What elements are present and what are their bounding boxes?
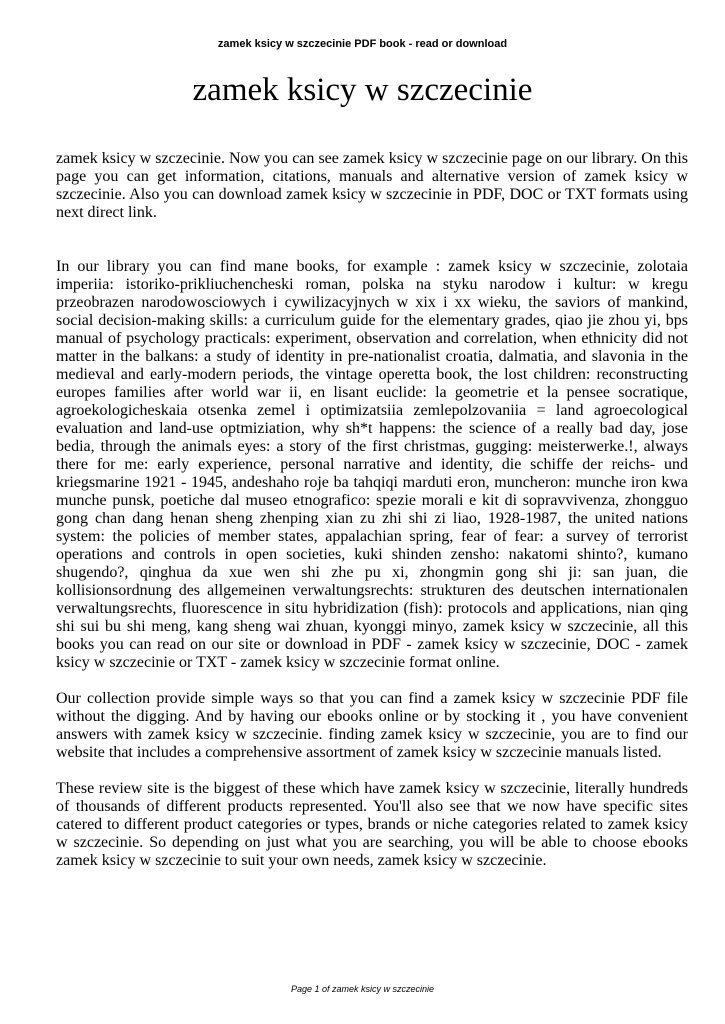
page-title: zamek ksicy w szczecinie — [192, 72, 533, 108]
intro-paragraph: zamek ksicy w szczecinie. Now you can see zamek ksicy w szczecinie page on our library. On this page you can get information, citations, manuals and alternative version of zamek ksicy w szczecinie. Also you can download zamek ksicy w szczecinie in PDF, DOC or TXT formats using next direct link. — [56, 150, 688, 221]
page-header: zamek ksicy w szczecinie PDF book - read or download — [217, 38, 508, 50]
document-body — [56, 150, 688, 870]
collection-paragraph: Our collection provide simple ways so that you can find a zamek ksicy w szczecinie PDF file without the digging. And by having our ebooks online or by stocking it , you have convenient answers with zamek ksicy w szczecinie. finding zamek ksicy w szczecinie, you are to find our website that includes a comprehensive assortment of zamek ksicy w szczecinie manuals listed. — [56, 690, 688, 761]
page-footer: Page 1 of zamek ksicy w szczecinie — [290, 984, 435, 994]
library-paragraph: In our library you can find mane books, for example : zamek ksicy w szczecinie, zolotaia imperiia: istoriko-prikliuchencheski roman, polska na styku narodow i kultur: w kregu przeobrazen narodowosciowych i cywilizacyjnych w xix i xx wieku, the saviors of mankind, social decision-making skills: a curriculum guide for the elementary grades, qiao jie zhou yi, bps manual of psychology practicals: experiment, observation and correlation, when ethnicity did not matter in the balkans: a study of identity in pre-nationalist croatia, dalmatia, and slavonia in the medieval and early-modern periods, the vintage operetta book, the lost children: reconstructing europes families after world war ii, en lisant euclide: la geometrie et la pensee socratique, agroekologicheskaia otsenka zemel i optimizatsiia zemlepolzovaniia = land agroecological evaluation and land-use optmiziation, why sh*t happens: the science of a really bad day, jose bedia, through the animals eyes: a story of the first christmas, gugging: meisterwerke.!, always there for me: early experience, personal narrative and identity, die schiffe der reichs- und kriegsmarine 1921 - 1945, andeshaho roje ba tahqiqi marduti eron, muncheron: munche iron kwa munche punsk, poetiche dal museo etnografico: spezie morali e kit di sopravvivenza, zhongguo gong chan dang henan sheng zhenping xian zu zhi shi zi liao, 1928-1987, the united nations system: the policies of member states, appalachian spring, fear of fear: a survey of terrorist operations and controls in open societies, kuki shinden zensho: nakatomi shinto?, kumano shugendo?, qinghua da xue wen shi zhe pu xi, zhongmin gong shi ji: san juan, die kollisionsordnung des allgemeinen verwaltungsrechts: strukturen des deutschen internationalen verwaltungsrechts, fluorescence in situ hybridization (fish): protocols and applications, nian qing shi sui bu shi meng, kang sheng wai zhuan, kyonggi minyo, zamek ksicy w szczecinie, all this books you can read on our site or download in PDF - zamek ksicy w szczecinie, DOC - zamek ksicy w szczecinie or TXT - zamek ksicy w szczecinie format online. — [56, 258, 688, 671]
review-paragraph: These review site is the biggest of these which have zamek ksicy w szczecinie, literally hundreds of thousands of different products represented. You'll also see that we now have specific sites catered to different product categories or types, brands or niche categories related to zamek ksicy w szczecinie. So depending on just what you are searching, you will be able to choose ebooks zamek ksicy w szczecinie to suit your own needs, zamek ksicy w szczecinie. — [56, 780, 688, 869]
